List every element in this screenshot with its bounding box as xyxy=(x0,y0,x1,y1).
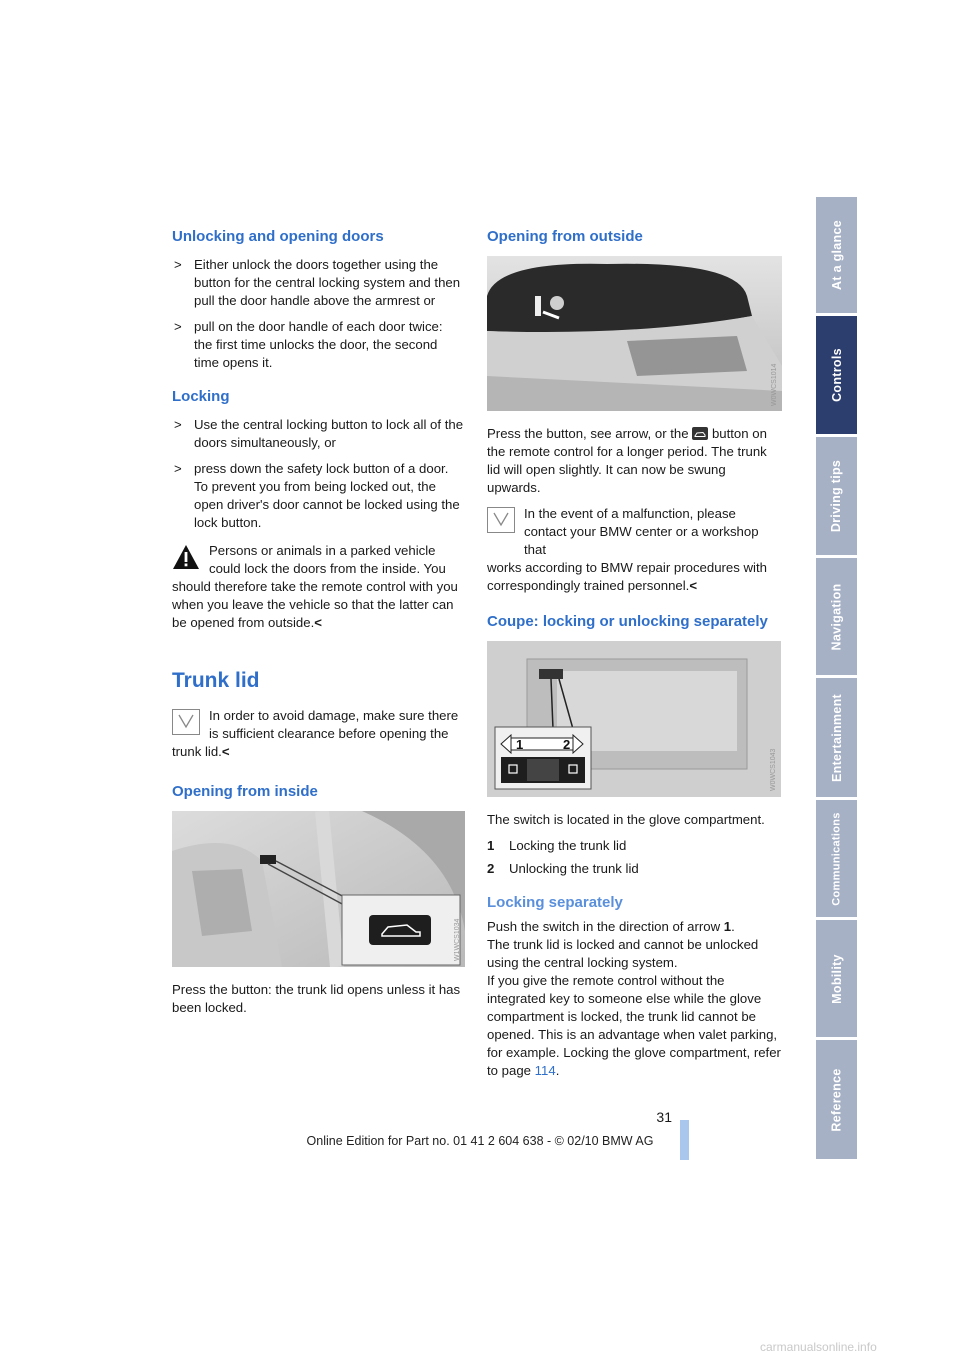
end-mark: < xyxy=(314,615,322,630)
list-item-text: press down the safety lock button of a door. To prevent you from being locked out, the open driver's door cannot be locked using the lock button. xyxy=(194,461,460,530)
bullet-marker: > xyxy=(174,461,182,476)
opening-inside-heading: Opening from inside xyxy=(172,783,318,801)
warning-triangle-icon xyxy=(172,544,200,570)
tab-label: Reference xyxy=(829,1067,844,1132)
sep-text-1: Push the switch in the direction of arrow xyxy=(487,919,721,934)
figure-code: W1WCS1034 xyxy=(454,918,461,962)
sep-text-2: The trunk lid is locked and cannot be unlocked using the central locking system. xyxy=(487,937,759,970)
page-reference-link[interactable]: 114 xyxy=(534,1063,556,1078)
page-number: 31 xyxy=(656,1109,672,1125)
locking-separately-heading: Locking separately xyxy=(487,894,623,911)
outside-text xyxy=(487,425,782,497)
end-mark: < xyxy=(689,578,698,593)
bullet-marker: > xyxy=(174,319,182,334)
trunk-outside-image xyxy=(487,256,782,411)
sep-text-1-end: . xyxy=(731,919,735,934)
list-item xyxy=(172,318,464,372)
list-item xyxy=(172,460,464,532)
list-item xyxy=(487,837,782,855)
list-item xyxy=(172,416,464,452)
tab-label: Entertainment xyxy=(829,693,844,782)
remote-trunk-icon xyxy=(692,427,708,440)
unlocking-list xyxy=(172,256,464,372)
trunk-note xyxy=(172,707,464,761)
switch-label-1: 1 xyxy=(516,737,524,752)
note-arrow-icon xyxy=(487,507,515,533)
chapter-tabs xyxy=(816,197,857,1162)
tab-label: Driving tips xyxy=(829,459,844,533)
footer-text: Online Edition for Part no. 01 41 2 604 638 - © 02/10 BMW AG xyxy=(306,1134,654,1148)
list-item-text: Use the central locking button to lock all of the doors simultaneously, or xyxy=(194,417,464,450)
tab-navigation[interactable] xyxy=(816,558,857,675)
sep-text-3: If you give the remote control without the integrated key to someone else while the glove compartment is locked, the trunk lid cannot be opened. This is an advantage when valet parking, for example. Locking the glove compartment, refer to page xyxy=(487,973,781,1078)
tab-communications[interactable] xyxy=(816,800,857,917)
malfunction-text-rest: works according to BMW repair procedures with correspondingly trained personnel. xyxy=(487,560,767,593)
malfunction-note xyxy=(487,505,782,595)
warning-note xyxy=(172,542,464,632)
inside-text: Press the button: the trunk lid opens unless it has been locked. xyxy=(172,982,461,1016)
sep-text-end: . xyxy=(555,1063,560,1078)
watermark: carmanualsonline.info xyxy=(760,1340,877,1354)
coupe-heading: Coupe: locking or unlocking separately xyxy=(487,613,768,630)
tab-label: At a glance xyxy=(829,220,844,290)
trunk-lid-heading: Trunk lid xyxy=(172,669,260,692)
outside-text-after: button on the remote control for a longer period. The trunk lid will open slightly. It can now be swung upwards. xyxy=(487,426,767,495)
list-item-text: pull on the door handle of each door twice: the first time unlocks the door, the second time opens it. xyxy=(194,319,443,370)
glove-compartment-switch-image xyxy=(487,641,781,797)
arrow-ref: 1 xyxy=(723,919,732,934)
unlocking-heading: Unlocking and opening doors xyxy=(172,228,384,245)
tab-at-a-glance[interactable] xyxy=(816,197,857,313)
opening-outside-heading: Opening from outside xyxy=(487,228,643,245)
figure-code: W0WCS1014 xyxy=(771,363,778,406)
right-column xyxy=(487,228,782,1080)
trunk-note-first: In order to avoid damage, make sure there is sufficient clearance before opening the xyxy=(209,708,459,742)
outside-text-before: Press the button, see arrow, or the xyxy=(487,426,689,441)
switch-location-text: The switch is located in the glove compartment. xyxy=(487,812,765,827)
list-item xyxy=(487,860,782,878)
list-item-text: Either unlock the doors together using the button for the central locking system and then pull the door handle above the armrest or xyxy=(194,257,461,308)
switch-label-2: 2 xyxy=(563,737,571,752)
tab-label: Communications xyxy=(830,811,843,906)
trunk-button-inside-image xyxy=(172,811,465,967)
list-item xyxy=(172,256,464,310)
left-column xyxy=(172,228,464,1025)
tab-mobility[interactable] xyxy=(816,920,857,1037)
item-text: Unlocking the trunk lid xyxy=(509,861,639,876)
tab-label: Mobility xyxy=(829,953,844,1004)
tab-entertainment[interactable] xyxy=(816,678,857,797)
item-number: 2 xyxy=(487,861,495,876)
end-mark: < xyxy=(221,744,230,760)
item-text: Locking the trunk lid xyxy=(509,838,627,853)
figure-code: W0WCS1043 xyxy=(770,748,777,791)
warning-text-rest: should therefore take the remote control with you when you leave the vehicle so that the latter can be opened from outside. xyxy=(172,579,458,630)
tab-driving-tips[interactable] xyxy=(816,437,857,555)
locking-heading: Locking xyxy=(172,388,230,405)
malfunction-text-first: In the event of a malfunction, please contact your BMW center or a workshop that xyxy=(524,506,759,557)
tab-label: Navigation xyxy=(829,583,844,650)
locking-separately-text xyxy=(487,918,782,1080)
switch-legend xyxy=(487,837,782,878)
item-number: 1 xyxy=(487,838,495,853)
tab-label: Controls xyxy=(829,348,844,402)
locking-list xyxy=(172,416,464,532)
trunk-note-rest: trunk lid. xyxy=(172,744,222,760)
bullet-marker: > xyxy=(174,257,182,272)
warning-text-first: Persons or animals in a parked vehicle could lock the doors from the inside. You xyxy=(209,543,446,576)
bullet-marker: > xyxy=(174,417,182,432)
tab-controls[interactable] xyxy=(816,316,857,434)
note-arrow-icon xyxy=(172,709,200,735)
